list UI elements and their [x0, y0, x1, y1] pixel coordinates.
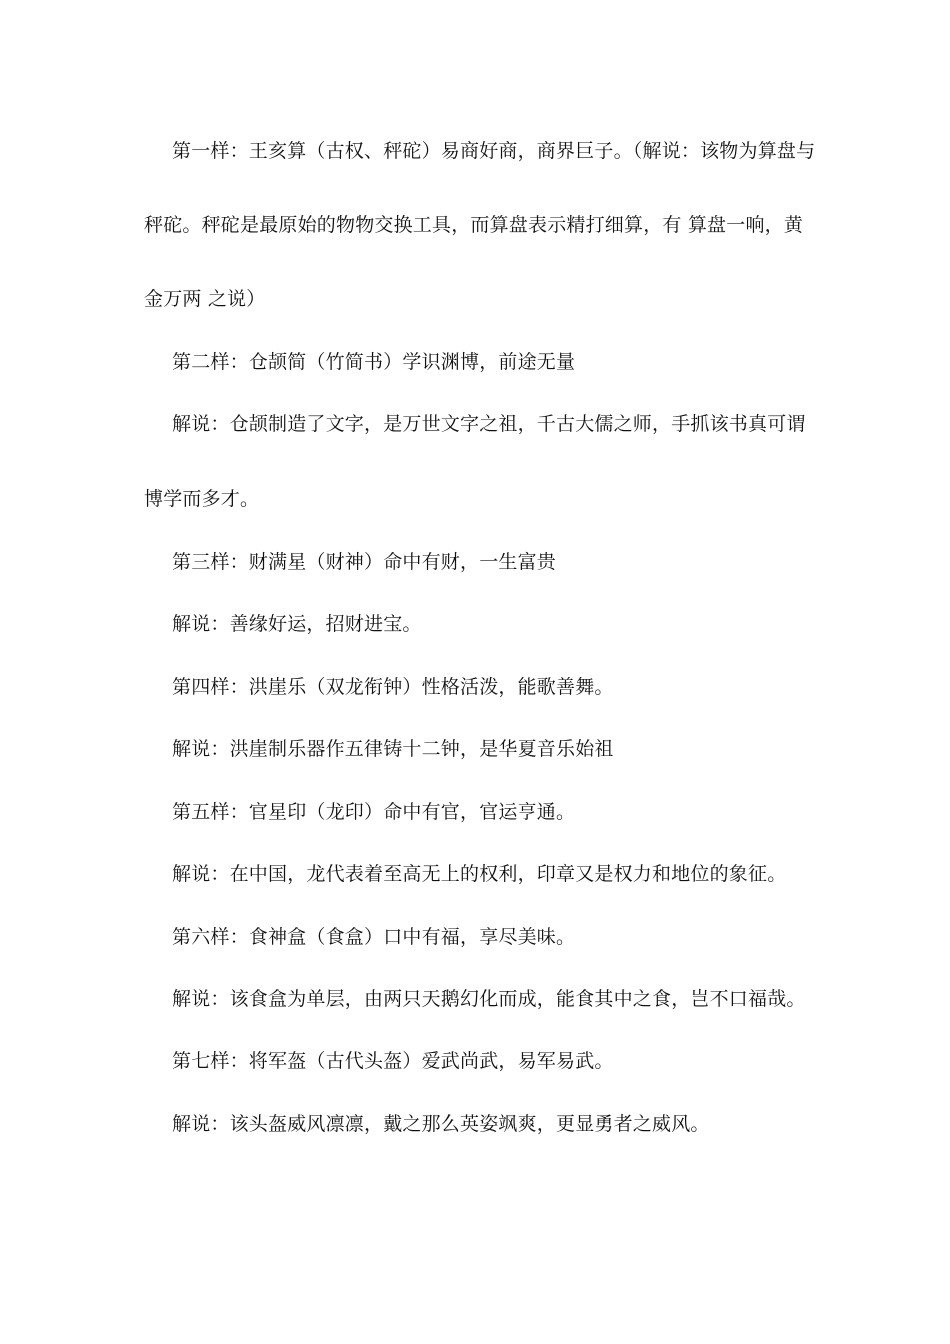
item-3-explanation: 解说：善缘好运，招财进宝。 [172, 613, 422, 635]
item-1-line-3: 金万两 之说） [144, 288, 266, 310]
item-2-line: 第二样：仓颉简（竹简书）学识渊博，前途无量 [172, 351, 576, 373]
item-4-explanation: 解说：洪崖制乐器作五律铸十二钟，是华夏音乐始祖 [172, 738, 614, 760]
item-6-explanation: 解说：该食盒为单层，由两只天鹅幻化而成，能食其中之食，岂不口福哉。 [172, 988, 806, 1010]
item-2-explanation-line-1: 解说：仓颉制造了文字，是万世文字之祖，千古大儒之师，手抓该书真可谓 [172, 413, 806, 435]
item-5-line: 第五样：官星印（龙印）命中有官，官运亨通。 [172, 801, 576, 823]
item-1-line-1: 第一样：王亥算（古权、秤砣）易商好商，商界巨子。（解说：该物为算盘与 [172, 140, 816, 162]
item-5-explanation: 解说：在中国，龙代表着至高无上的权利，印章又是权力和地位的象征。 [172, 863, 787, 885]
item-1-line-2: 秤砣。秤砣是最原始的物物交换工具，而算盘表示精打细算，有 算盘一响，黄 [144, 214, 804, 236]
item-2-explanation-line-2: 博学而多才。 [144, 488, 260, 510]
item-7-line: 第七样：将军盔（古代头盔）爱武尚武，易军易武。 [172, 1050, 614, 1072]
item-3-line: 第三样：财满星（财神）命中有财，一生富贵 [172, 551, 557, 573]
item-7-explanation: 解说：该头盔威风凛凛，戴之那么英姿飒爽，更显勇者之威风。 [172, 1113, 710, 1135]
item-4-line: 第四样：洪崖乐（双龙衔钟）性格活泼，能歌善舞。 [172, 676, 614, 698]
item-6-line: 第六样：食神盒（食盒）口中有福，享尽美味。 [172, 926, 576, 948]
